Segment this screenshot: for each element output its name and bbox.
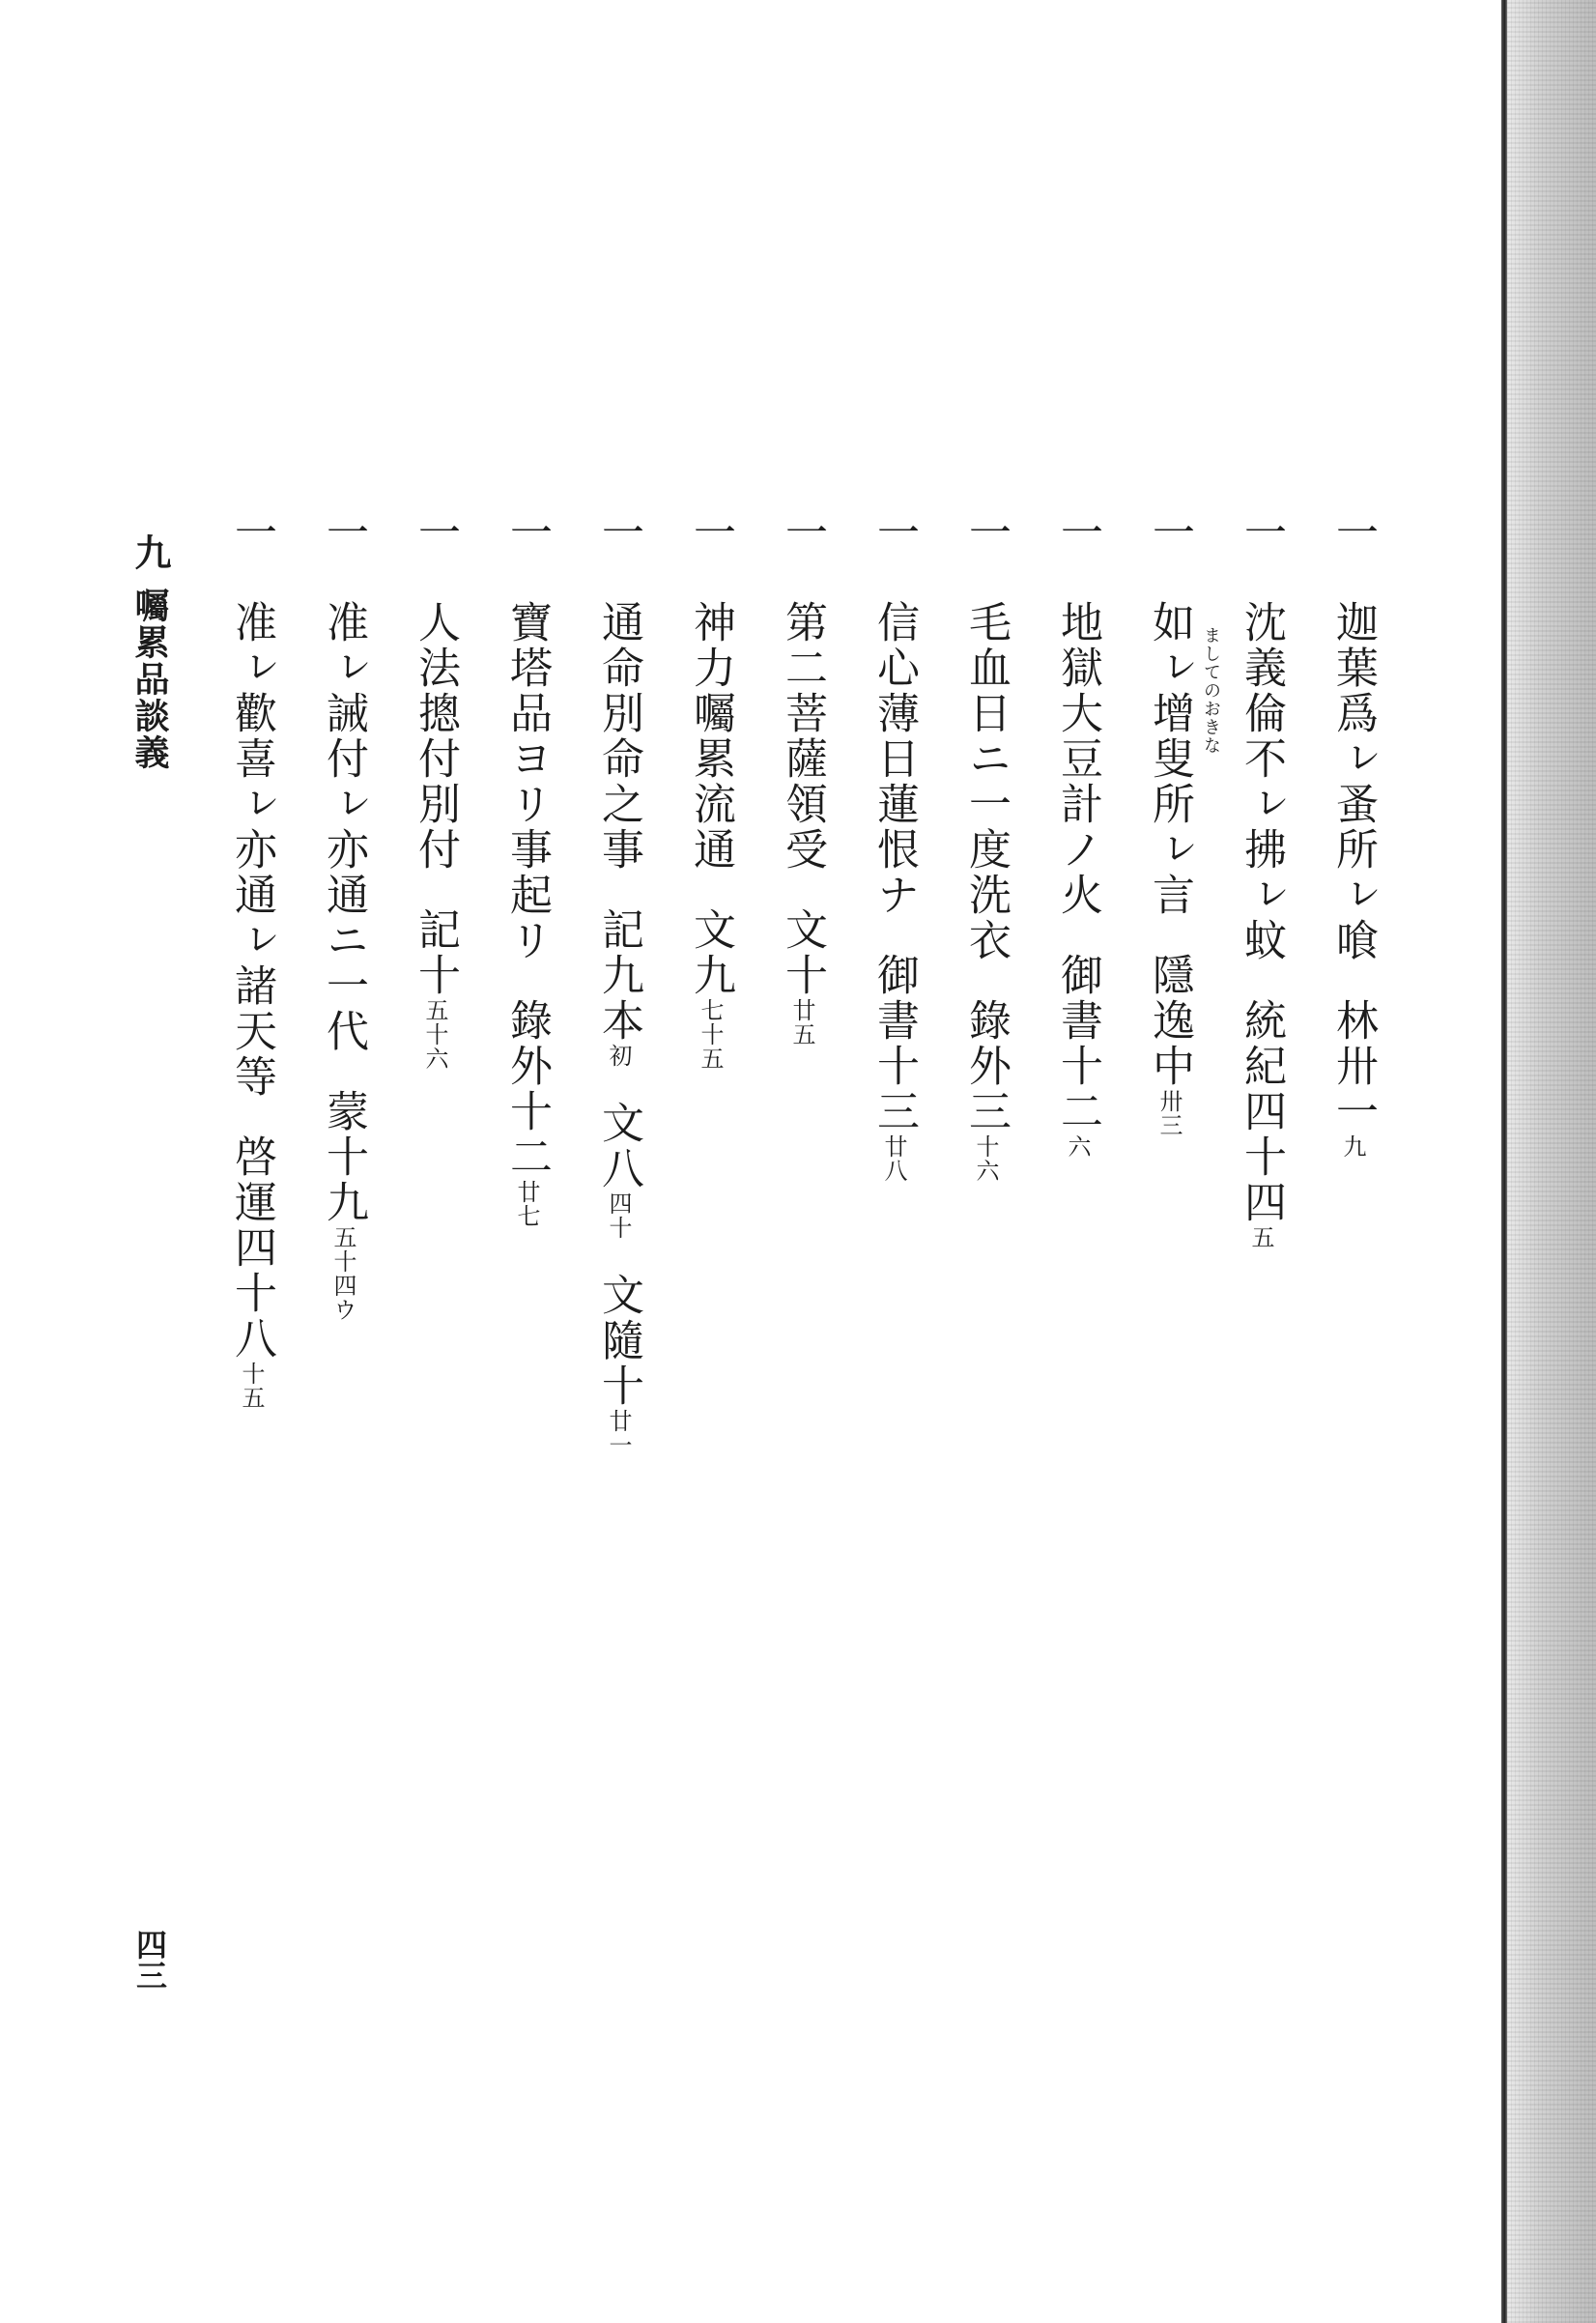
entry-ref: 文九: [686, 907, 735, 998]
page-number: 四三: [131, 1929, 168, 1991]
entry-9: [594, 510, 643, 1457]
entry-text: 第二菩薩領受: [778, 600, 827, 873]
entry-ref: 隱逸中: [1145, 953, 1194, 1089]
bullet-mark: 一: [502, 510, 552, 556]
entry-ref: 錄外三: [961, 998, 1011, 1134]
entry-7: [778, 510, 827, 1047]
entry-2: [1237, 510, 1286, 1249]
entry-text: 沈義倫不ㇾ拂ㇾ蚊: [1237, 600, 1286, 963]
entry-10: [502, 510, 552, 1228]
entry-ref-sub: 五十六: [421, 998, 448, 1071]
entry-8: [686, 510, 735, 1071]
entry-1: [1328, 510, 1378, 1159]
entry-ref: 御書十二: [1053, 953, 1102, 1134]
entry-text: 迦葉爲ㇾ蚤所ㇾ喰: [1328, 600, 1378, 963]
entry-ref: 啓運四十八: [227, 1134, 276, 1362]
bullet-mark: 一: [1328, 510, 1378, 556]
entry-text: 人法摠付別付: [411, 600, 460, 873]
entry-ref-sub: 卅三: [1155, 1089, 1183, 1137]
bullet-mark: 一: [961, 510, 1011, 556]
entry-text: 地獄大豆計ノ火: [1053, 600, 1102, 918]
entry-11: [411, 510, 460, 1071]
entry-ref-sub: 六: [1064, 1134, 1091, 1159]
bullet-mark: 一: [778, 510, 827, 556]
bullet-mark: 一: [869, 510, 919, 556]
entry-ref-sub: 五十四ウ: [329, 1225, 356, 1322]
entry-ref-sub-3: 廿一: [605, 1409, 632, 1457]
entry-12: [319, 510, 368, 1322]
entry-text: 准ㇾ歡喜ㇾ亦通ㇾ諸天等: [227, 600, 276, 1100]
entry-text: 通命別命之事: [594, 600, 643, 873]
entry-text: 如ㇾ增叟所ㇾ言: [1145, 600, 1194, 918]
entry-5: [961, 510, 1011, 1183]
entry-ref-3: 文隨十: [594, 1273, 643, 1409]
entry-ref-sub: 十六: [972, 1134, 999, 1183]
entry-text: 毛血日ニ一度洗衣: [961, 600, 1011, 963]
entry-3: [1145, 510, 1194, 1137]
entry-ref-sub: 十五: [238, 1362, 265, 1410]
entry-ref-sub: 廿七: [513, 1180, 540, 1228]
entry-ref: 蒙十九: [319, 1089, 368, 1225]
scan-page-edge: [1507, 0, 1596, 2323]
entry-ref: 統紀四十四: [1237, 998, 1286, 1225]
entry-ref-sub: 廿八: [880, 1134, 907, 1183]
chapter-number: 九: [128, 533, 172, 570]
entry-text: 信心薄日蓮恨ナ: [869, 600, 919, 918]
entry-ref-sub: 廿五: [788, 998, 815, 1047]
entry-text: 寶塔品ヨリ事起リ: [502, 600, 552, 963]
bullet-mark: 一: [227, 510, 276, 556]
entry-ref-sub: 五: [1247, 1225, 1274, 1249]
entry-ref-sub: 七十五: [697, 998, 724, 1071]
entry-ref: 記十: [411, 907, 460, 998]
bullet-mark: 一: [1237, 510, 1286, 556]
entry-ref: 記九本: [594, 907, 643, 1044]
entry-ref-sub: 初: [605, 1044, 632, 1068]
bullet-mark: 一: [1145, 510, 1194, 556]
bullet-mark: 一: [411, 510, 460, 556]
entry-4: [1053, 510, 1102, 1159]
bullet-mark: 一: [319, 510, 368, 556]
entry-ref: 御書十三: [869, 953, 919, 1134]
entry-ref-sub: 九: [1339, 1134, 1366, 1159]
entry-6: [869, 510, 919, 1183]
entry-ref: 文十: [778, 907, 827, 998]
entry-13: [227, 510, 276, 1410]
entry-text: 神力囑累流通: [686, 600, 735, 873]
furigana: ましてのおきな: [1201, 626, 1221, 755]
bullet-mark: 一: [686, 510, 735, 556]
bullet-mark: 一: [594, 510, 643, 556]
entry-ref-2: 文八: [594, 1101, 643, 1191]
bullet-mark: 一: [1053, 510, 1102, 556]
entry-text: 准ㇾ誡付ㇾ亦通ニ一代: [319, 600, 368, 1054]
entry-ref: 林卅一: [1328, 998, 1378, 1134]
entry-ref: 錄外十二: [502, 998, 552, 1180]
chapter-title: 囑累品談義: [129, 588, 170, 771]
entry-ref-sub-2: 四十: [605, 1191, 632, 1240]
